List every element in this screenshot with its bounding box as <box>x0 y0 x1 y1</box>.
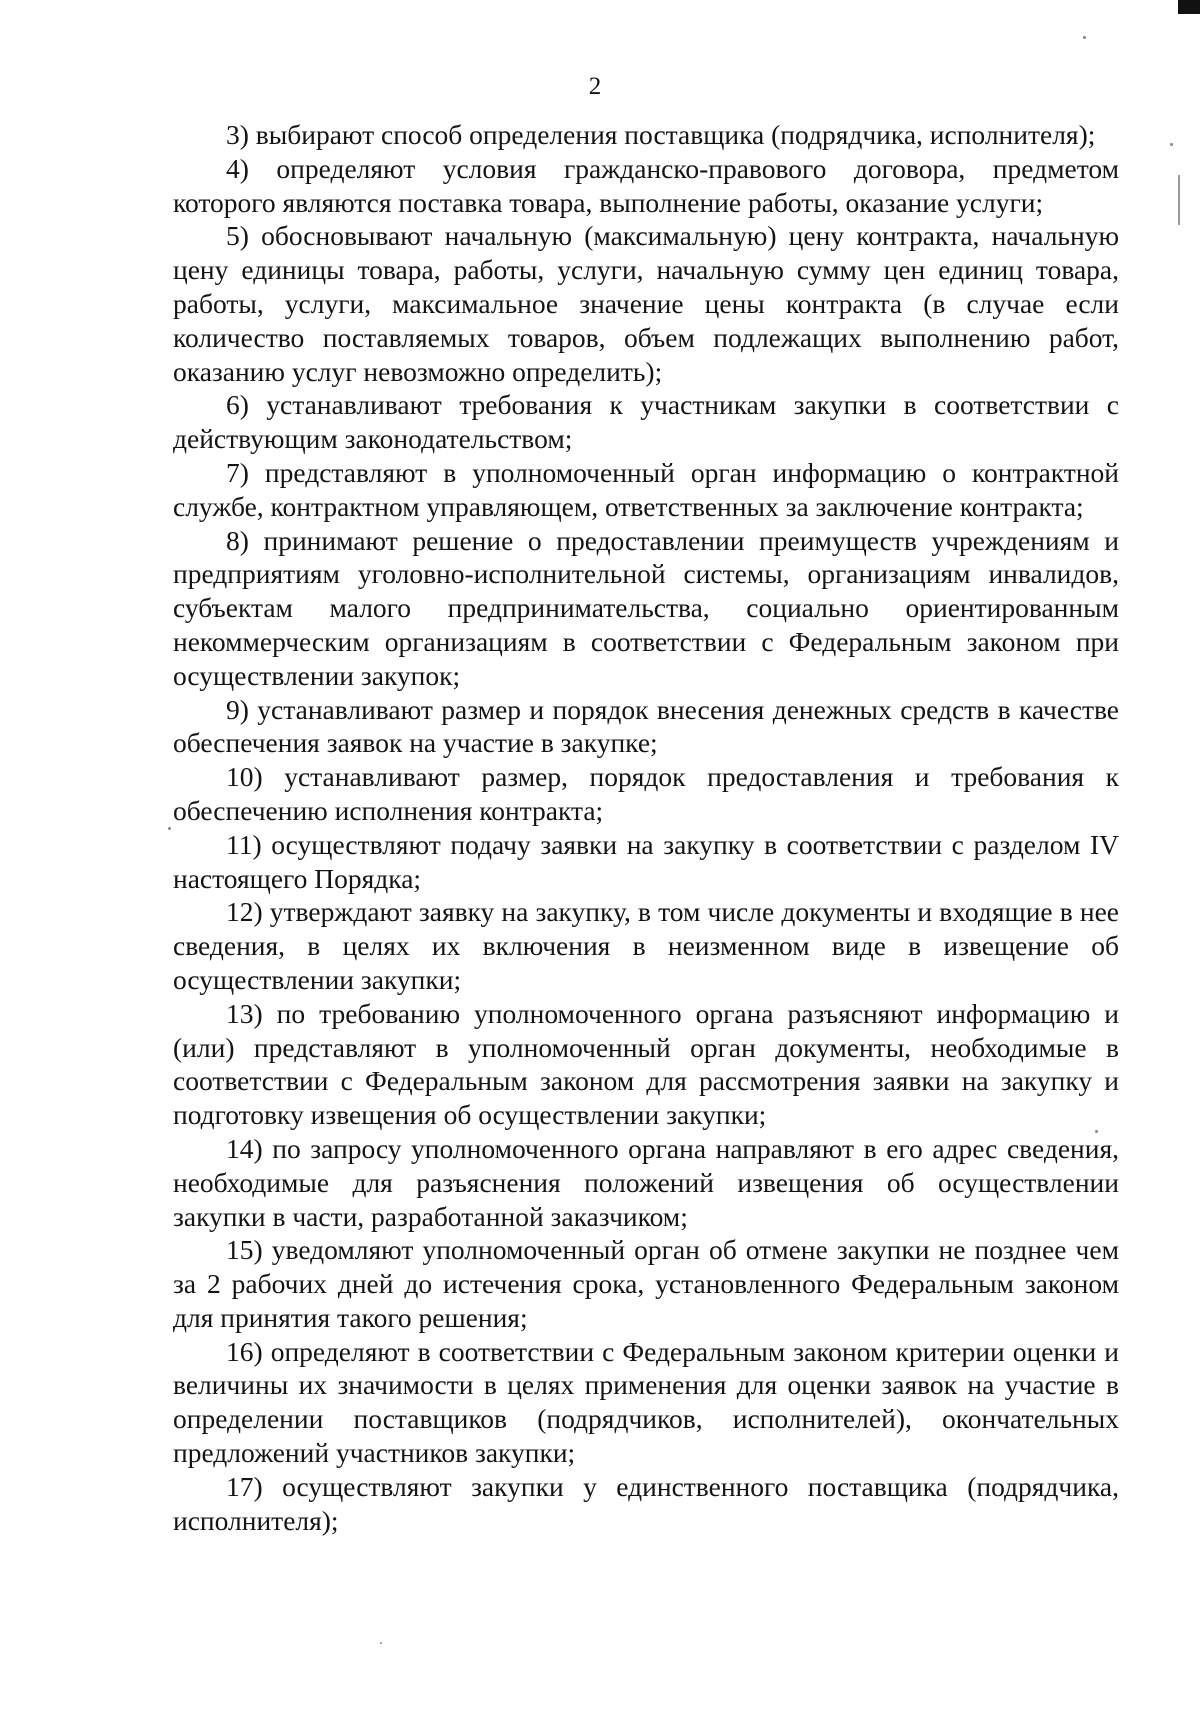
list-item-10: 10) устанавливают размер, порядок предоставления и требования к обеспечению исполнения контракта; <box>173 761 1119 826</box>
list-item-12: 12) утверждают заявку на закупку, в том числе документы и входящие в нее сведения, в целях их включения в неизменном виде в извещение об осуществлении закупки; <box>173 896 1119 995</box>
list-item-9: 9) устанавливают размер и порядок внесения денежных средств в качестве обеспечения заявок на участие в закупке; <box>173 693 1119 759</box>
list-item-8: 8) принимают решение о предоставлении преимуществ учреждениям и предприятиям уголовно-исполнительной системы, организациям инвалидов, субъектам малого предпринимательства, социально ориентированным некоммерческим организациям в соответствии с Федеральным законом при осуществлении закупок; <box>173 524 1119 691</box>
scan-artifact-line <box>1178 175 1180 225</box>
list-item-3: 3) выбирают способ определения поставщика (подрядчика, исполнителя); <box>226 119 1096 150</box>
list-item-7: 7) представляют в уполномоченный орган информацию о контрактной службе, контрактном управляющем, ответственных за заключение контракта; <box>173 456 1119 522</box>
scan-artifact-dot <box>168 827 171 830</box>
scan-artifact-dot <box>1170 143 1173 146</box>
list-item-5: 5) обосновывают начальную (максимальную) цену контракта, начальную цену единицы товара, работы, услуги, начальную сумму цен единиц товара, работы, услуги, максимальное значение цены контракта (в случае если количество поставляемых товаров, объем подлежащих выполнению работ, оказанию услуг невозможно определить); <box>173 220 1119 387</box>
scan-artifact-mark <box>1178 0 1200 14</box>
list-item-16: 16) определяют в соответствии с Федеральным законом критерии оценки и величины их значимости в целях применения для оценки заявок на участие в определении поставщиков (подрядчиков, исполнителей), окончательных предложений участников закупки; <box>173 1335 1119 1469</box>
list-item-4: 4) определяют условия гражданско-правового договора, предметом которого являются поставка товара, выполнение работы, оказание услуги; <box>173 152 1119 218</box>
scan-artifact-dot <box>1083 36 1086 39</box>
scan-artifact-dot <box>380 1642 382 1644</box>
document-body <box>173 118 1119 1537</box>
list-item-6: 6) устанавливают требования к участникам закупки в соответствии с действующим законодательством; <box>173 389 1119 455</box>
list-item-15: 15) уведомляют уполномоченный орган об отмене закупки не позднее чем за 2 рабочих дней до истечения срока, установленного Федеральным законом для принятия такого решения; <box>173 1234 1119 1333</box>
list-item-14: 14) по запросу уполномоченного органа направляют в его адрес сведения, необходимые для разъяснения положений извещения об осуществлении закупки в части, разработанной заказчиком; <box>173 1132 1119 1232</box>
list-item-13: 13) по требованию уполномоченного органа разъясняют информацию и (или) представляют в уполномоченный орган документы, необходимые в соответствии с Федеральным законом для рассмотрения заявки на закупку и подготовку извещения об осуществлении закупки; <box>173 997 1119 1131</box>
page-number: 2 <box>588 73 602 100</box>
list-item-17: 17) осуществляют закупки у единственного поставщика (подрядчика, исполнителя); <box>173 1470 1119 1536</box>
list-item-11: 11) осуществляют подачу заявки на закупку в соответствии с разделом IV настоящего Порядка; <box>173 828 1119 894</box>
